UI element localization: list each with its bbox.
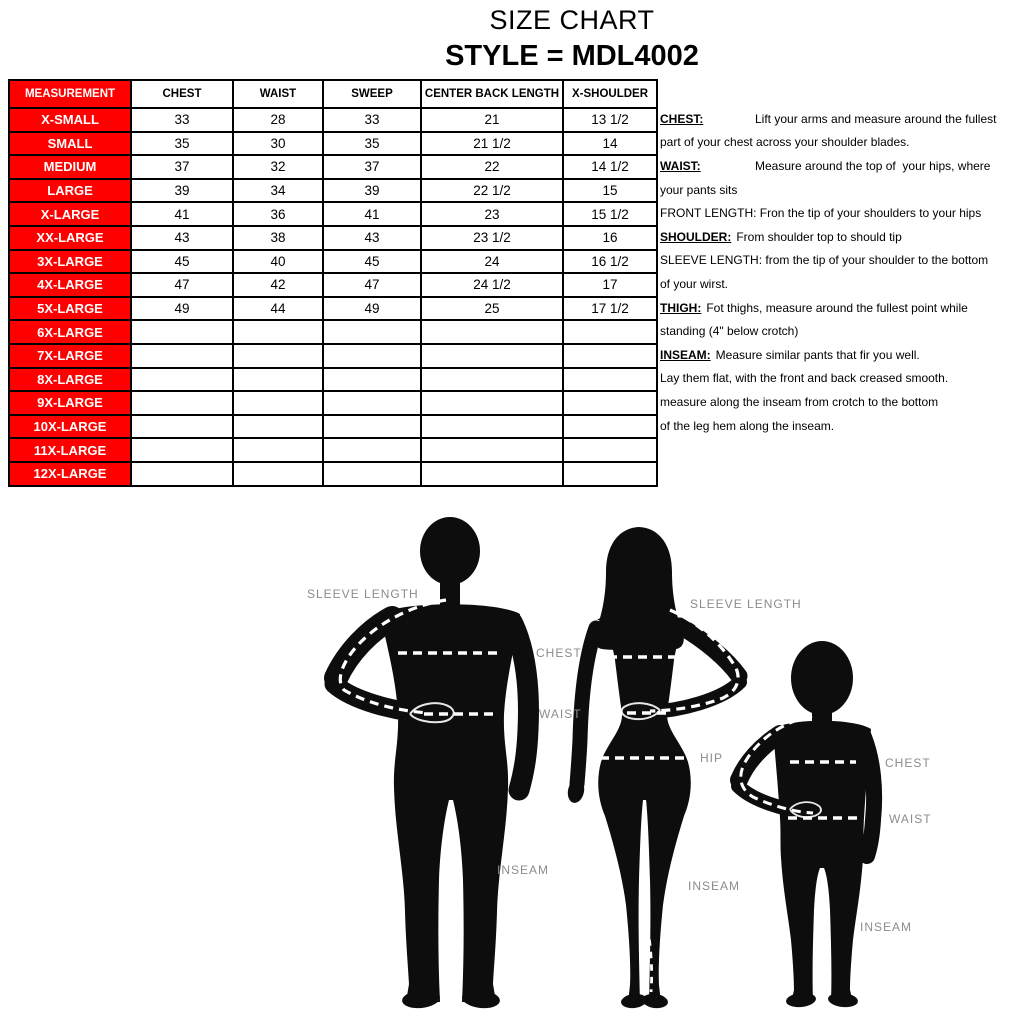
value-cell	[323, 462, 421, 486]
value-cell: 15 1/2	[563, 202, 657, 226]
value-cell: 33	[131, 108, 233, 132]
size-cell: 9X-LARGE	[9, 391, 131, 415]
instruction-text: Measure similar pants that fir you well.	[715, 347, 920, 362]
value-cell: 28	[233, 108, 323, 132]
instruction-text: FRONT LENGTH: Fron the tip of your shoulders to your hips	[660, 206, 982, 221]
size-cell: LARGE	[9, 179, 131, 203]
value-cell: 23	[421, 202, 563, 226]
size-cell: 5X-LARGE	[9, 297, 131, 321]
size-table-header-row	[9, 80, 657, 108]
value-cell: 22 1/2	[421, 179, 563, 203]
value-cell: 49	[131, 297, 233, 321]
value-cell: 14 1/2	[563, 155, 657, 179]
instruction-text: Measure around the top of your hips, where	[755, 158, 991, 173]
value-cell: 37	[323, 155, 421, 179]
man-chest-label: CHEST	[536, 646, 582, 660]
size-cell: SMALL	[9, 132, 131, 156]
value-cell	[421, 462, 563, 486]
value-cell	[421, 368, 563, 392]
table-row	[9, 202, 657, 226]
value-cell: 22	[421, 155, 563, 179]
size-cell: 7X-LARGE	[9, 344, 131, 368]
child-waist-label: WAIST	[889, 812, 932, 826]
table-row	[9, 391, 657, 415]
instruction-text: of the leg hem along the inseam.	[660, 418, 835, 433]
value-cell	[233, 462, 323, 486]
value-cell	[323, 320, 421, 344]
instruction-line	[660, 225, 1010, 249]
value-cell	[421, 391, 563, 415]
value-cell	[131, 344, 233, 368]
value-cell: 41	[323, 202, 421, 226]
value-cell: 21	[421, 108, 563, 132]
value-cell	[323, 368, 421, 392]
size-cell: X-LARGE	[9, 202, 131, 226]
child-silhouette	[715, 635, 900, 1015]
woman-inseam-label: INSEAM	[688, 879, 741, 893]
column-header: CHEST	[131, 80, 233, 108]
value-cell	[563, 391, 657, 415]
value-cell: 39	[323, 179, 421, 203]
instruction-line	[660, 390, 1010, 414]
value-cell: 24	[421, 250, 563, 274]
value-cell	[131, 415, 233, 439]
instruction-term: WAIST:	[660, 158, 701, 173]
size-cell: 10X-LARGE	[9, 415, 131, 439]
instruction-text: Fot thighs, measure around the fullest point while	[706, 300, 968, 315]
column-header: MEASUREMENT	[9, 80, 131, 108]
size-cell: 12X-LARGE	[9, 462, 131, 486]
value-cell: 33	[323, 108, 421, 132]
instruction-line	[660, 414, 1010, 438]
instruction-line	[660, 249, 1010, 273]
size-cell: 4X-LARGE	[9, 273, 131, 297]
size-cell: 6X-LARGE	[9, 320, 131, 344]
value-cell: 16 1/2	[563, 250, 657, 274]
man-inseam-label: INSEAM	[497, 863, 550, 877]
value-cell	[233, 368, 323, 392]
value-cell	[131, 462, 233, 486]
instruction-text: standing (4" below crotch)	[660, 324, 799, 339]
size-cell: 11X-LARGE	[9, 438, 131, 462]
value-cell	[563, 368, 657, 392]
value-cell: 35	[131, 132, 233, 156]
value-cell	[131, 391, 233, 415]
value-cell: 47	[131, 273, 233, 297]
instruction-text: part of your chest across your shoulder blades.	[660, 135, 910, 150]
value-cell	[323, 415, 421, 439]
instruction-term: THIGH:	[660, 300, 702, 315]
table-row	[9, 132, 657, 156]
table-row	[9, 320, 657, 344]
value-cell: 14	[563, 132, 657, 156]
instruction-term: CHEST:	[660, 111, 704, 126]
size-cell: XX-LARGE	[9, 226, 131, 250]
woman-sleeve-length-label: SLEEVE LENGTH	[690, 597, 802, 611]
value-cell	[563, 462, 657, 486]
man-silhouette	[290, 500, 560, 1015]
style-number: STYLE = MDL4002	[445, 40, 699, 72]
measure-instructions	[660, 107, 1010, 437]
table-row	[9, 155, 657, 179]
value-cell: 25	[421, 297, 563, 321]
instruction-term: SHOULDER:	[660, 229, 732, 244]
value-cell	[131, 320, 233, 344]
value-cell	[233, 344, 323, 368]
value-cell: 21 1/2	[421, 132, 563, 156]
value-cell: 40	[233, 250, 323, 274]
value-cell: 43	[323, 226, 421, 250]
value-cell: 38	[233, 226, 323, 250]
instruction-text: Lay them flat, with the front and back creased smooth.	[660, 371, 949, 386]
value-cell	[563, 320, 657, 344]
table-row	[9, 438, 657, 462]
man-waist-label: WAIST	[539, 707, 582, 721]
value-cell: 30	[233, 132, 323, 156]
value-cell	[421, 415, 563, 439]
size-cell: MEDIUM	[9, 155, 131, 179]
table-row	[9, 250, 657, 274]
value-cell	[323, 438, 421, 462]
size-table	[8, 79, 658, 487]
instruction-text: SLEEVE LENGTH: from the tip of your shoulder to the bottom	[660, 253, 989, 268]
table-row	[9, 462, 657, 486]
instruction-text: of your wirst.	[660, 276, 729, 291]
man-inseam-line	[450, 802, 458, 990]
size-cell: 3X-LARGE	[9, 250, 131, 274]
instruction-text: From shoulder top to should tip	[736, 229, 902, 244]
value-cell: 44	[233, 297, 323, 321]
value-cell: 37	[131, 155, 233, 179]
value-cell	[421, 438, 563, 462]
value-cell	[323, 391, 421, 415]
value-cell: 23 1/2	[421, 226, 563, 250]
value-cell: 32	[233, 155, 323, 179]
value-cell	[131, 368, 233, 392]
column-header: SWEEP	[323, 80, 421, 108]
instruction-line	[660, 343, 1010, 367]
instruction-text: your pants sits	[660, 182, 738, 197]
table-row	[9, 179, 657, 203]
value-cell: 45	[131, 250, 233, 274]
value-cell: 13 1/2	[563, 108, 657, 132]
table-row	[9, 226, 657, 250]
value-cell: 17 1/2	[563, 297, 657, 321]
value-cell	[421, 344, 563, 368]
value-cell: 34	[233, 179, 323, 203]
value-cell: 16	[563, 226, 657, 250]
instruction-term: INSEAM:	[660, 347, 711, 362]
instruction-text: Lift your arms and measure around the fullest	[755, 111, 997, 126]
value-cell	[421, 320, 563, 344]
instruction-line	[660, 131, 1010, 155]
instruction-line	[660, 367, 1010, 391]
value-cell: 17	[563, 273, 657, 297]
man-sleeve-length-label: SLEEVE LENGTH	[307, 587, 419, 601]
column-header: CENTER BACK LENGTH	[421, 80, 563, 108]
value-cell: 47	[323, 273, 421, 297]
value-cell: 42	[233, 273, 323, 297]
page-title: SIZE CHART	[489, 5, 655, 35]
value-cell	[563, 438, 657, 462]
value-cell	[233, 320, 323, 344]
child-inseam-line	[821, 872, 827, 995]
instruction-line	[660, 319, 1010, 343]
value-cell: 45	[323, 250, 421, 274]
table-row	[9, 297, 657, 321]
value-cell	[233, 415, 323, 439]
instruction-line	[660, 201, 1010, 225]
instruction-text: measure along the inseam from crotch to the bottom	[660, 394, 939, 409]
table-row	[9, 344, 657, 368]
column-header: WAIST	[233, 80, 323, 108]
value-cell: 36	[233, 202, 323, 226]
child-chest-label: CHEST	[885, 756, 931, 770]
value-cell: 15	[563, 179, 657, 203]
value-cell: 41	[131, 202, 233, 226]
instruction-line	[660, 178, 1010, 202]
value-cell: 39	[131, 179, 233, 203]
instruction-line	[660, 296, 1010, 320]
table-row	[9, 108, 657, 132]
child-inseam-label: INSEAM	[860, 920, 913, 934]
table-row	[9, 273, 657, 297]
instruction-line	[660, 154, 1010, 178]
table-row	[9, 368, 657, 392]
value-cell	[563, 344, 657, 368]
size-cell: X-SMALL	[9, 108, 131, 132]
woman-hip-label: HIP	[700, 751, 724, 765]
value-cell	[233, 391, 323, 415]
value-cell	[131, 438, 233, 462]
instruction-line	[660, 107, 1010, 131]
value-cell: 35	[323, 132, 421, 156]
value-cell: 43	[131, 226, 233, 250]
size-table-body	[9, 108, 657, 486]
size-cell: 8X-LARGE	[9, 368, 131, 392]
value-cell	[233, 438, 323, 462]
value-cell	[323, 344, 421, 368]
value-cell	[563, 415, 657, 439]
value-cell: 49	[323, 297, 421, 321]
table-row	[9, 415, 657, 439]
instruction-line	[660, 272, 1010, 296]
value-cell: 24 1/2	[421, 273, 563, 297]
column-header: X-SHOULDER	[563, 80, 657, 108]
